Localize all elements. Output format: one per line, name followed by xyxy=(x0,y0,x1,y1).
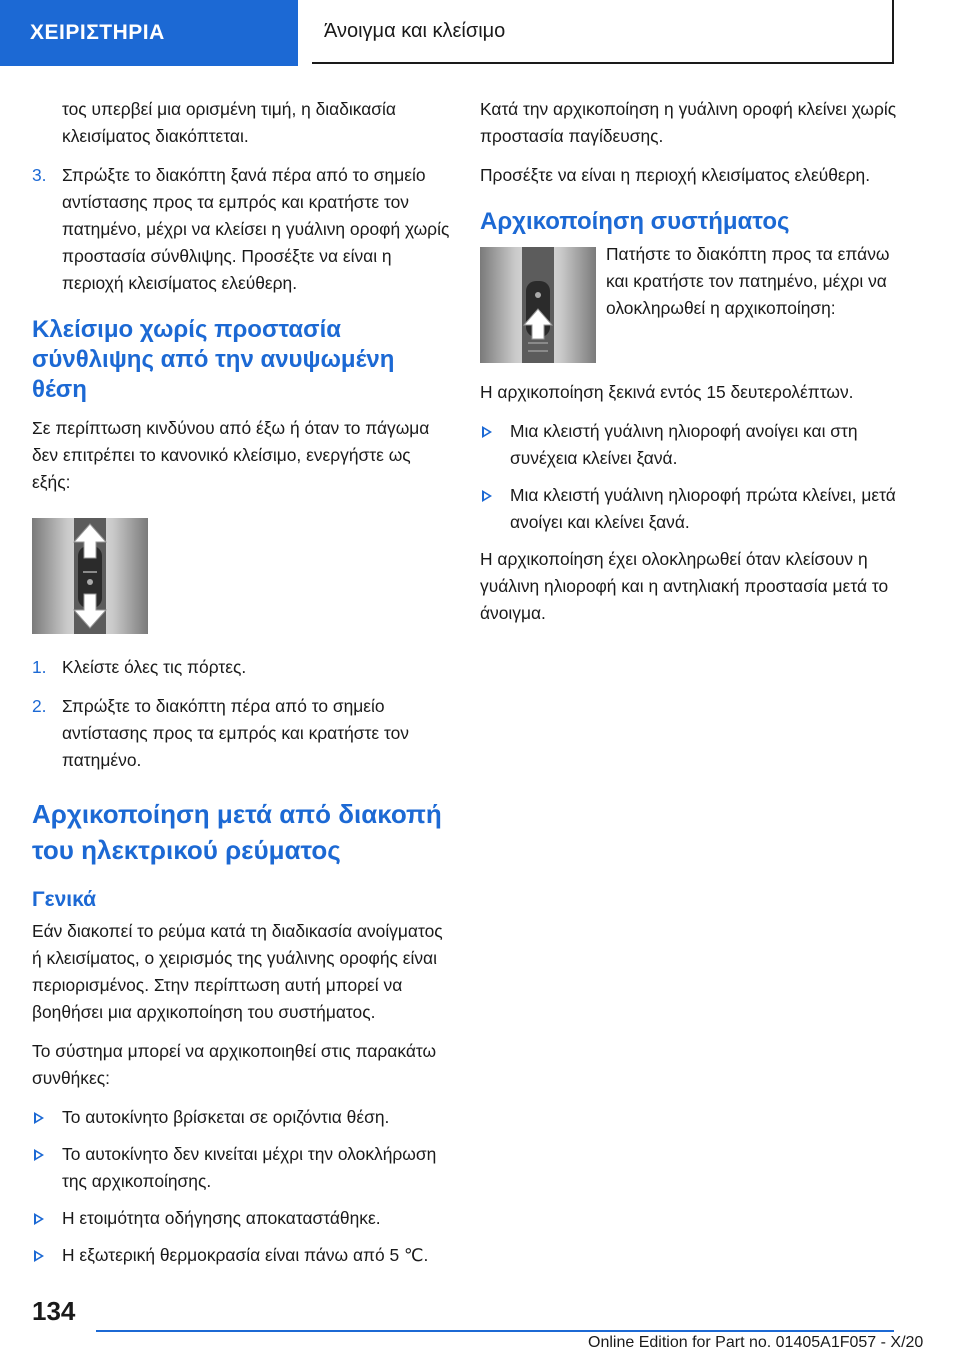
list-item xyxy=(32,1242,450,1269)
edition-footer: Online Edition for Part no. 01405A1F057 - X/20 xyxy=(588,1334,924,1351)
triangle-bullet-icon xyxy=(34,1250,44,1262)
list-item-text: Το αυτοκίνητο βρίσκεται σε οριζόντια θέση. xyxy=(62,1107,390,1127)
step-2 xyxy=(32,693,450,774)
list-item-text: Μια κλειστή γυάλινη ηλιοροφή ανοίγει και στη συνέχεια κλείνει ξανά. xyxy=(510,421,858,468)
list-item-text: Η ετοιμότητα οδήγησης αποκαταστάθηκε. xyxy=(62,1208,381,1228)
triangle-bullet-icon xyxy=(482,490,492,502)
init-instruction xyxy=(480,244,900,365)
page-number: 134 xyxy=(32,1296,76,1326)
triangle-bullet-icon xyxy=(34,1112,44,1124)
footer-divider xyxy=(96,1330,894,1332)
step-text: Σπρώξτε το διακόπτη πέρα από το σημείο αντίστασης προς τα εμπρός και κρατήστε τον πατημένο. xyxy=(62,696,409,770)
step-number: 3. xyxy=(32,165,47,185)
right-paragraph-2: Προσέξτε να είναι η περιοχή κλεισίματος ελεύθερη. xyxy=(480,165,871,185)
step-number: 1. xyxy=(32,657,47,677)
step-text: Σπρώξτε το διακόπτη ξανά πέρα από το σημείο αντίστασης προς τα εμπρός και κρατήστε τον πατημένο, μέχρι να κλείσει η γυάλινη οροφή χωρίς προστασία σύνθλιψης. Προσέξτε να είναι η περιοχή κλεισίματος ελεύθερη. xyxy=(62,165,450,293)
switch-illustration-push-up xyxy=(480,247,596,363)
right-paragraph-1: Κατά την αρχικοποίηση η γυάλινη οροφή κλείνει χωρίς προστασία παγίδευσης. xyxy=(480,99,897,146)
list-item xyxy=(480,482,900,536)
triangle-bullet-icon xyxy=(34,1149,44,1161)
list-item xyxy=(480,418,900,472)
heading-closing-without-protection: Κλείσιμο χωρίς προστασία σύνθλιψης από την ανυψωμένη θέση xyxy=(32,316,395,403)
list-item-text: Η εξωτερική θερμοκρασία είναι πάνω από 5 ℃. xyxy=(62,1245,429,1265)
list-item-text: Μια κλειστή γυάλινη ηλιοροφή πρώτα κλείνει, μετά ανοίγει και κλείνει ξανά. xyxy=(510,485,896,532)
general-paragraph-2: Το σύστημα μπορεί να αρχικοποιηθεί στις παρακάτω συνθήκες: xyxy=(32,1041,437,1088)
step-number: 2. xyxy=(32,696,47,716)
init-instruction-text: Πατήστε το διακόπτη προς τα επάνω και κρατήστε τον πατημένο, μέχρι να ολοκληρωθεί η αρχικοποίηση: xyxy=(606,244,890,318)
right-paragraph-3: Η αρχικοποίηση ξεκινά εντός 15 δευτερολέπτων. xyxy=(480,382,854,402)
triangle-bullet-icon xyxy=(482,426,492,438)
section-title: Άνοιγμα και κλείσιμο xyxy=(312,0,894,64)
chapter-tab: ΧΕΙΡΙΣΤΗΡΙΑ xyxy=(0,0,298,66)
page-header xyxy=(0,0,960,66)
left-column xyxy=(32,96,450,1279)
list-item xyxy=(32,1141,450,1195)
triangle-bullet-icon xyxy=(34,1213,44,1225)
list-item-text: Το αυτοκίνητο δεν κινείται μέχρι την ολοκλήρωση της αρχικοποίησης. xyxy=(62,1144,437,1191)
paragraph-continuation: τος υπερβεί μια ορισμένη τιμή, η διαδικασία κλεισίματος διακόπτεται. xyxy=(62,99,396,146)
step-text: Κλείστε όλες τις πόρτες. xyxy=(62,657,247,677)
subheading-general: Γενικά xyxy=(32,888,97,911)
list-item xyxy=(32,1104,450,1131)
list-item xyxy=(32,1205,450,1232)
general-paragraph-1: Εάν διακοπεί το ρεύμα κατά τη διαδικασία ανοίγματος ή κλεισίματος, ο χειρισμός της γυάλινης οροφής είναι περιορισμένος. Στην περίπτωση αυτή μπορεί να βοηθήσει μια αρχικοποίηση του συστήματος. xyxy=(32,921,443,1022)
right-column xyxy=(480,96,900,639)
step-1 xyxy=(32,654,450,681)
right-paragraph-4: Η αρχικοποίηση έχει ολοκληρωθεί όταν κλείσουν η γυάλινη ηλιοροφή και η αντηλιακή προστασία μετά το άνοιγμα. xyxy=(480,549,889,623)
switch-illustration-pull-up xyxy=(32,518,148,634)
heading-system-init: Αρχικοποίηση συστήματος xyxy=(480,208,790,235)
closing-intro: Σε περίπτωση κινδύνου από έξω ή όταν το πάγωμα δεν επιτρέπει το κανονικό κλείσιμο, ενεργήστε ως εξής: xyxy=(32,418,430,492)
step-3 xyxy=(32,162,450,297)
heading-init-after-power-loss: Αρχικοποίηση μετά από διακοπή του ηλεκτρικού ρεύματος xyxy=(32,799,442,865)
